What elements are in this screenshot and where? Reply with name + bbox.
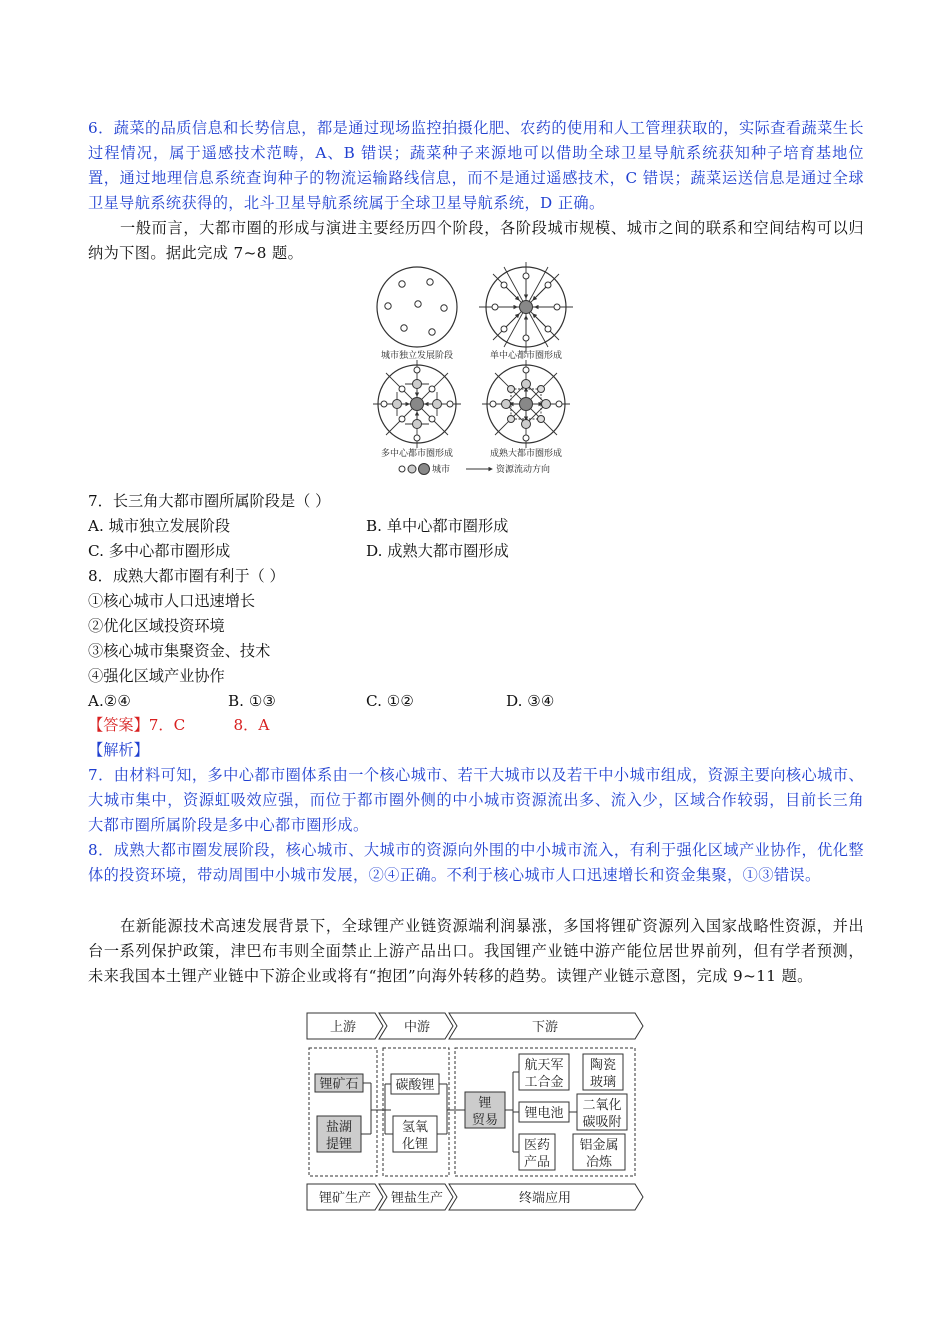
analysis-tag: 【解析】 <box>88 741 149 759</box>
panel-label-3: 多中心都市圈形成 <box>380 449 454 459</box>
legend-flow-label: 资源流动方向 <box>496 465 551 475</box>
box-trade-2: 贸易 <box>471 1113 499 1128</box>
box-medicine-1: 医药 <box>523 1138 551 1153</box>
q8-option-d: D. ③④ <box>506 692 555 710</box>
q8-option-a: A.②④ <box>88 692 132 710</box>
box-medicine-2: 产品 <box>523 1155 551 1170</box>
box-salt-lake-1: 盐湖 <box>325 1120 353 1135</box>
box-lithium-carbonate: 碳酸锂 <box>395 1078 435 1093</box>
answer-line <box>88 714 269 736</box>
answer-text: 7．C 8．A <box>148 716 270 734</box>
box-lithium-ore: 锂矿石 <box>319 1077 359 1092</box>
chain-top-upstream: 上游 <box>329 1020 357 1035</box>
q7-option-c: C. 多中心都市圈形成 <box>88 542 231 560</box>
box-salt-lake-2: 提锂 <box>325 1137 353 1152</box>
lithium-intro: 在新能源技术高速发展背景下，全球锂产业链资源端利润暴涨，多国将锂矿资源列入国家战略性资源，并出台一系列保护政策，津巴布韦则全面禁止上游产品出口。我国锂产业链中游产能位居世界前列，但有学者预测，未来我国本土锂产业链中下游企业或将有“抱团”向海外转移的趋势。读锂产业链示意图，完成 9~11 题。 <box>88 917 864 985</box>
box-hydroxide-1: 氢氧 <box>401 1120 429 1135</box>
figure-legend <box>399 463 550 475</box>
panel-label-4: 成熟大都市圈形成 <box>489 449 563 459</box>
panel-label-1: 城市独立发展阶段 <box>380 351 454 361</box>
box-hydroxide-2: 化锂 <box>401 1137 429 1152</box>
metro-intro: 一般而言，大都市圈的形成与演进主要经历四个阶段，各阶段城市规模、城市之间的联系和空间结构可以归纳为下图。据此完成 7~8 题。 <box>88 219 864 262</box>
q8-item-4: ④强化区域产业协作 <box>88 667 225 685</box>
box-co2-1: 二氧化 <box>582 1098 622 1113</box>
q8-item-3: ③核心城市集聚资金、技术 <box>88 642 271 660</box>
box-ceramic-2: 玻璃 <box>589 1075 617 1090</box>
q8-option-b: B. ①③ <box>228 692 277 710</box>
lithium-chain-diagram <box>305 1010 645 1212</box>
box-co2-2: 碳吸附 <box>582 1115 622 1130</box>
chain-bottom-mining: 锂矿生产 <box>318 1191 372 1206</box>
q8-item-2: ②优化区域投资环境 <box>88 617 225 635</box>
box-aluminum-1: 铝金属 <box>579 1138 619 1153</box>
q7-option-a: A. 城市独立发展阶段 <box>88 517 231 535</box>
box-ceramic-1: 陶瓷 <box>589 1058 617 1073</box>
panel-independent-stage <box>377 267 457 347</box>
panel-single-center <box>479 262 573 354</box>
q7-explanation: 7．由材料可知，多中心都市圈体系由一个核心城市、若干大城市以及若干中小城市组成，资源主要向核心城市、大城市集中，资源虹吸效应强，而位于都市圈外侧的中小城市资源流出多、流入少，区域合作较弱，目前长三角大都市圈所属阶段是多中心都市圈形成。 <box>88 766 864 834</box>
chain-bottom-terminal: 终端应用 <box>518 1191 572 1206</box>
q8-stem: 8．成熟大都市圈有利于（ ） <box>88 567 285 585</box>
q6-explanation: 6．蔬菜的品质信息和长势信息，都是通过现场监控拍摄化肥、农药的使用和人工管理获取的，实际查看蔬菜生长过程情况，属于遥感技术范畴，A、B 错误；蔬菜种子来源地可以借助全球卫星导航系统获知种子培育基地位置，通过地理信息系统查询种子的物流运输路线信息，而不是通过遥感技术，C 错误；蔬菜运送信息是通过全球卫星导航系统获得的，北斗卫星导航系统属于全球卫星导航系统，D 正确。 <box>88 119 864 212</box>
box-aluminum-2: 冶炼 <box>585 1155 613 1170</box>
q8-item-1: ①核心城市人口迅速增长 <box>88 592 256 610</box>
chain-top-midstream: 中游 <box>403 1020 431 1035</box>
answer-tag: 【答案】 <box>88 716 149 734</box>
box-aerospace-1: 航天军 <box>524 1058 564 1073</box>
box-aerospace-2: 工合金 <box>524 1075 564 1090</box>
q7-option-d: D. 成熟大都市圈形成 <box>366 542 509 560</box>
panel-mature <box>482 360 570 448</box>
panel-multi-center <box>373 360 461 448</box>
panel-label-2: 单中心都市圈形成 <box>489 351 563 361</box>
box-trade-1: 锂 <box>478 1096 492 1111</box>
metro-stage-figure <box>368 262 600 480</box>
q7-stem: 7．长三角大都市圈所属阶段是（ ） <box>88 492 331 510</box>
legend-city-label: 城市 <box>432 465 451 475</box>
chain-bottom-salt: 锂盐生产 <box>390 1191 444 1206</box>
q8-option-c: C. ①② <box>366 692 414 710</box>
q8-explanation: 8．成熟大都市圈发展阶段，核心城市、大城市的资源向外围的中小城市流入，有利于强化区域产业协作，优化整体的投资环境，带动周围中小城市发展，②④正确。不利于核心城市人口迅速增长和资金集聚，①③错误。 <box>88 841 864 884</box>
q7-option-b: B. 单中心都市圈形成 <box>366 517 509 535</box>
chain-top-downstream: 下游 <box>531 1020 559 1035</box>
box-battery: 锂电池 <box>524 1106 564 1121</box>
